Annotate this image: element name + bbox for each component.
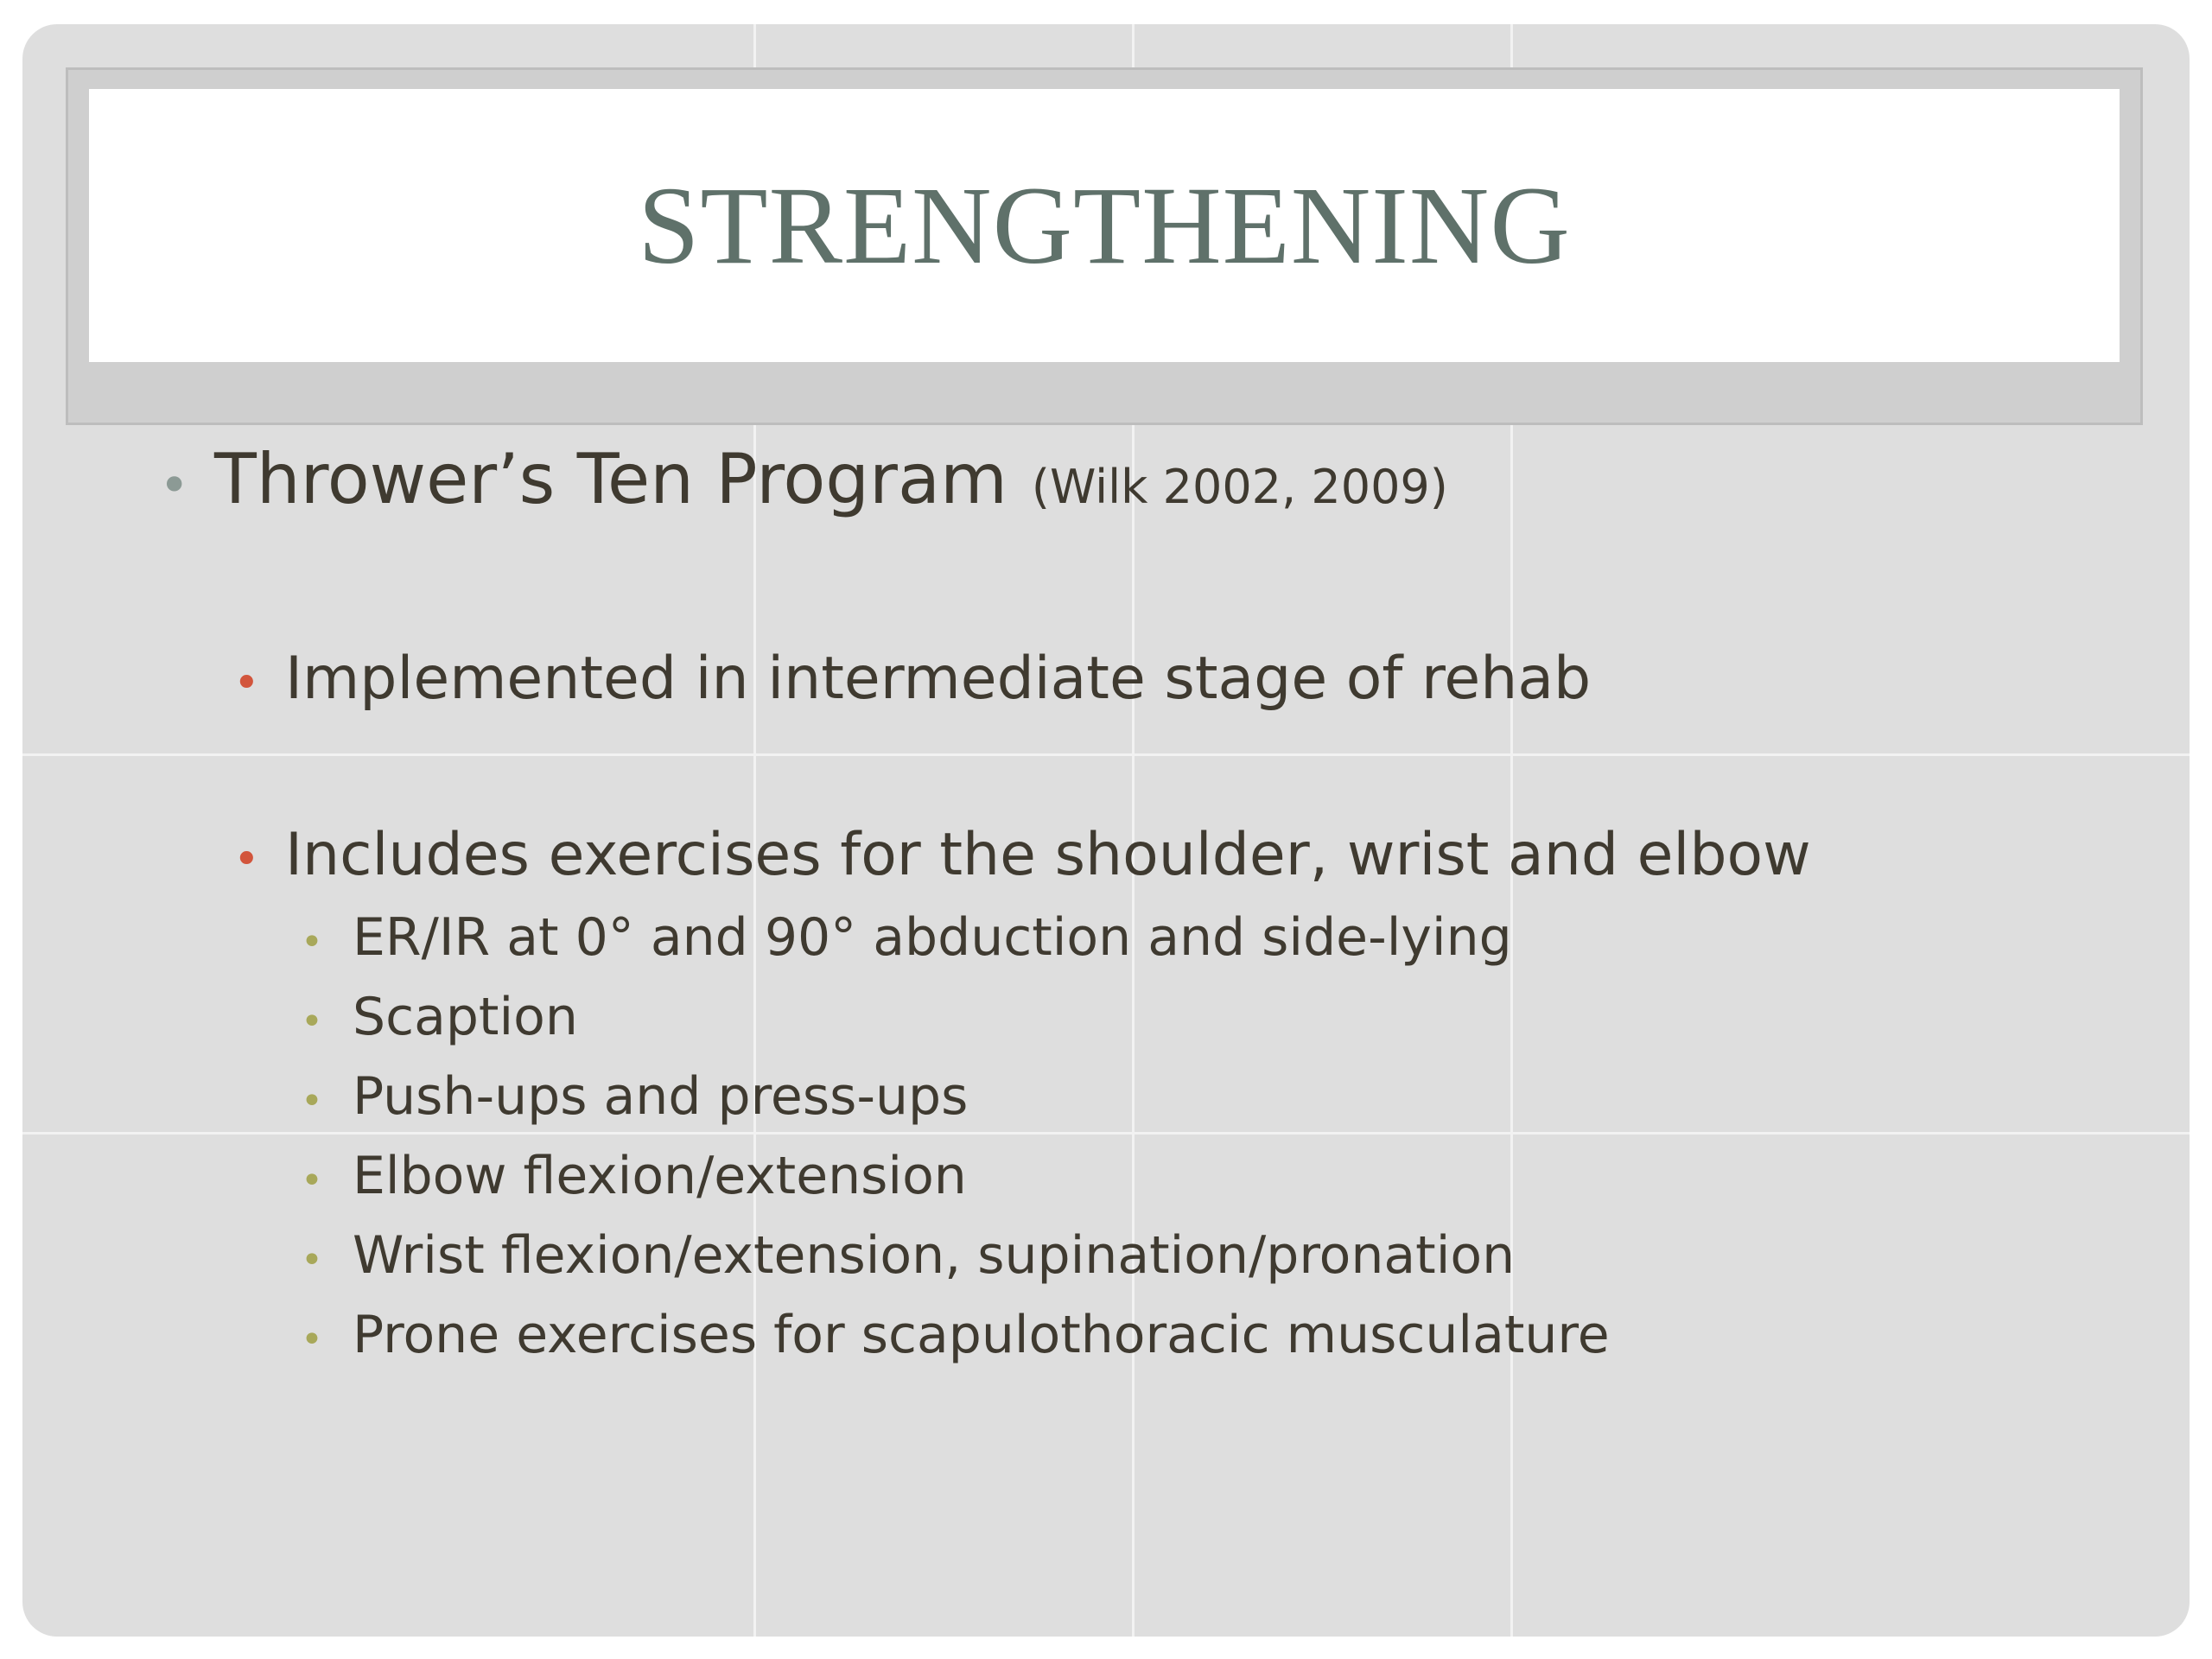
- exercise-item: [301, 1146, 967, 1206]
- sub-bullet: [233, 821, 1811, 889]
- exercise-item: [301, 907, 1512, 968]
- exercise-item-text: Push-ups and press-ups: [353, 1066, 969, 1127]
- bullet-dot-icon: •: [301, 1000, 323, 1044]
- main-bullet: [159, 439, 1448, 519]
- exercise-item-text: Elbow flexion/extension: [353, 1146, 967, 1206]
- grid-line: [22, 753, 2190, 756]
- slide: [22, 24, 2190, 1637]
- bullet-dot-icon: •: [301, 1238, 323, 1282]
- exercise-item: [301, 1305, 1610, 1365]
- bullet-dot-icon: •: [233, 658, 260, 709]
- bullet-dot-icon: •: [301, 920, 323, 964]
- title-frame: [66, 67, 2143, 425]
- bullet-dot-icon: •: [233, 834, 260, 886]
- grid-line: [22, 1132, 2190, 1135]
- bullet-dot-icon: •: [301, 1318, 323, 1362]
- bullet-dot-icon: •: [159, 455, 190, 516]
- bullet-dot-icon: •: [301, 1159, 323, 1203]
- exercise-item-text: Scaption: [353, 987, 578, 1047]
- sub-bullet-text: Includes exercises for the shoulder, wrist and elbow: [285, 821, 1811, 889]
- sub-bullet-text: Implemented in intermediate stage of rehab: [285, 645, 1592, 713]
- sub-bullet: [233, 645, 1591, 713]
- exercise-item: [301, 1225, 1515, 1286]
- exercise-item: [301, 987, 578, 1047]
- citation: (Wilk 2002, 2009): [1031, 460, 1448, 514]
- bullet-dot-icon: •: [301, 1079, 323, 1123]
- exercise-item-text: Prone exercises for scapulothoracic musculature: [353, 1305, 1610, 1365]
- slide-title: STRENGTHENING: [638, 164, 1571, 287]
- exercise-item-text: ER/IR at 0° and 90° abduction and side-lying: [353, 907, 1512, 968]
- main-bullet-text: Thrower’s Ten Program: [214, 439, 1007, 519]
- exercise-item-text: Wrist flexion/extension, supination/pronation: [353, 1225, 1516, 1286]
- title-box: [89, 89, 2120, 362]
- exercise-item: [301, 1066, 968, 1127]
